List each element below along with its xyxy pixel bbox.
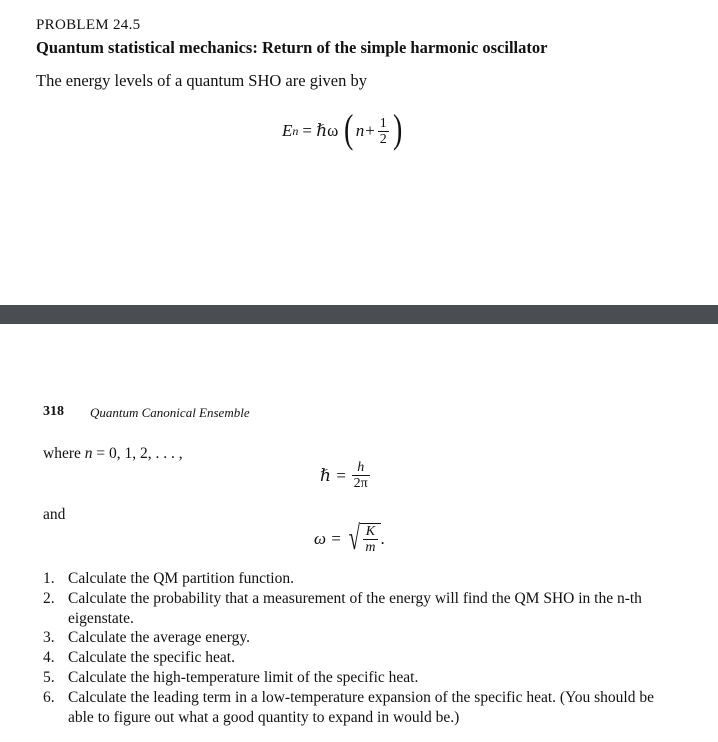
list-item xyxy=(43,628,683,648)
eq1-lhs: E xyxy=(282,121,293,140)
list-item xyxy=(43,668,683,688)
list-item-number: 1. xyxy=(43,570,55,587)
where-text: where xyxy=(43,445,85,462)
problem-title: Quantum statistical mechanics: Return of the simple harmonic oscillator xyxy=(36,38,548,57)
eq3-denominator: m xyxy=(365,540,376,555)
list-item-text: Calculate the specific heat. xyxy=(68,649,235,667)
where-line xyxy=(43,445,183,463)
task-list xyxy=(43,569,683,727)
eq3-numerator: K xyxy=(365,524,376,539)
omega-equation xyxy=(314,522,385,556)
where-values: = 0, 1, 2, . . . , xyxy=(92,445,183,462)
eq1-plus: + xyxy=(365,121,375,140)
eq1-subscript: n xyxy=(292,123,299,138)
eq3-fraction xyxy=(363,524,377,555)
intro-text: The energy levels of a quantum SHO are given by xyxy=(36,71,367,90)
list-item xyxy=(43,589,683,629)
list-item-text: Calculate the probability that a measurement of the energy will find the QM SHO in the n-th eigenstate. xyxy=(68,589,642,627)
list-item-text: Calculate the high-temperature limit of the specific heat. xyxy=(68,668,419,686)
eq3-period: . xyxy=(380,529,385,548)
eq2-fraction xyxy=(352,460,370,491)
eq2-denominator: 2π xyxy=(353,476,368,491)
eq1-close-paren: ) xyxy=(392,106,403,151)
sqrt-body xyxy=(360,523,380,555)
list-item-number: 5. xyxy=(43,668,55,686)
list-item xyxy=(43,648,683,668)
energy-equation xyxy=(282,106,404,156)
problem-label: PROBLEM 24.5 xyxy=(36,17,141,33)
eq1-fraction xyxy=(378,116,389,147)
eq1-open-paren: ( xyxy=(344,106,354,151)
list-item-text: Calculate the QM partition function. xyxy=(68,570,294,587)
and-text: and xyxy=(43,506,66,523)
page-number: 318 xyxy=(43,404,64,419)
eq2-numerator: h xyxy=(357,460,365,475)
hbar-equation xyxy=(320,460,372,491)
running-head: Quantum Canonical Ensemble xyxy=(90,405,250,420)
sqrt-radical: √ xyxy=(348,520,360,557)
eq1-var: n xyxy=(355,121,365,140)
eq1-denominator: 2 xyxy=(379,131,387,147)
list-item-number: 2. xyxy=(43,589,55,607)
eq3-lhs: ω = xyxy=(314,529,342,548)
list-item-text: Calculate the leading term in a low-temperature expansion of the specific heat. (You should be able to figure out what a good quantity to expand in would be.) xyxy=(68,688,654,726)
eq1-rhs: = ℏω xyxy=(302,121,339,140)
list-item-number: 3. xyxy=(43,629,55,647)
where-var: n xyxy=(84,445,93,462)
eq1-numerator: 1 xyxy=(379,115,387,131)
list-item-number: 4. xyxy=(43,649,55,667)
eq2-lhs: ℏ = xyxy=(320,465,347,485)
list-item-text: Calculate the average energy. xyxy=(68,629,251,647)
page-divider xyxy=(0,305,718,324)
list-item xyxy=(43,688,683,728)
list-item xyxy=(43,569,683,589)
list-item-number: 6. xyxy=(43,688,55,706)
